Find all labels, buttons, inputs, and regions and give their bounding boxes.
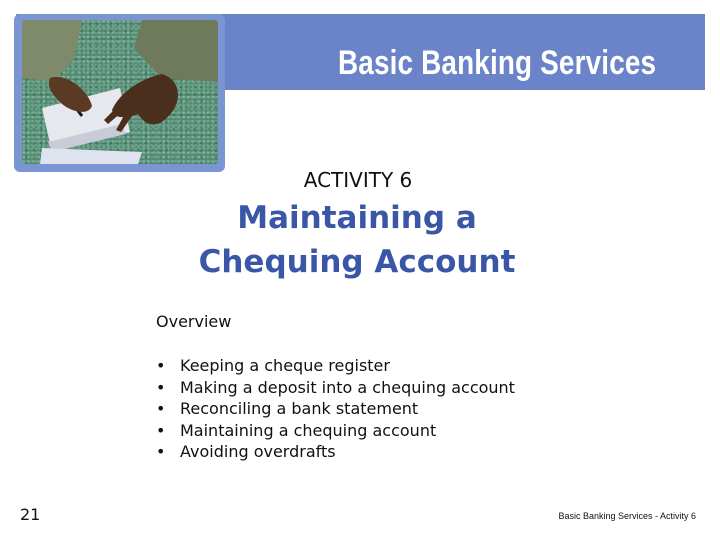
banner-title: Basic Banking Services <box>338 44 657 82</box>
title-line-1: Maintaining a <box>237 200 477 236</box>
list-item-label: Making a deposit into a chequing account <box>180 377 515 397</box>
photo-illustration <box>22 20 218 164</box>
footer-text: Basic Banking Services - Activity 6 <box>558 511 696 521</box>
list-item <box>156 355 515 377</box>
hands-signing-cheque-photo <box>22 20 218 164</box>
list-item-label: Reconciling a bank statement <box>180 399 419 418</box>
bullet-icon: • <box>156 356 166 375</box>
bullet-icon: • <box>156 377 166 397</box>
list-item <box>156 398 515 420</box>
title-line-2: Chequing Account <box>198 244 516 280</box>
list-item-label: Maintaining a chequing account <box>180 420 437 440</box>
list-item <box>156 377 515 399</box>
list-item <box>156 441 515 463</box>
bullet-icon: • <box>156 399 166 418</box>
bullet-icon: • <box>156 420 166 440</box>
page-number: 21 <box>20 505 41 524</box>
overview-heading: Overview <box>156 312 232 331</box>
activity-label-text: ACTIVITY 6 <box>303 168 413 192</box>
page-title <box>0 196 714 284</box>
list-item <box>156 420 515 442</box>
activity-label <box>0 168 720 192</box>
list-item-label: Avoiding overdrafts <box>180 442 336 461</box>
overview-list <box>156 355 515 463</box>
list-item-label: Keeping a cheque register <box>180 356 390 375</box>
bullet-icon: • <box>156 442 166 461</box>
